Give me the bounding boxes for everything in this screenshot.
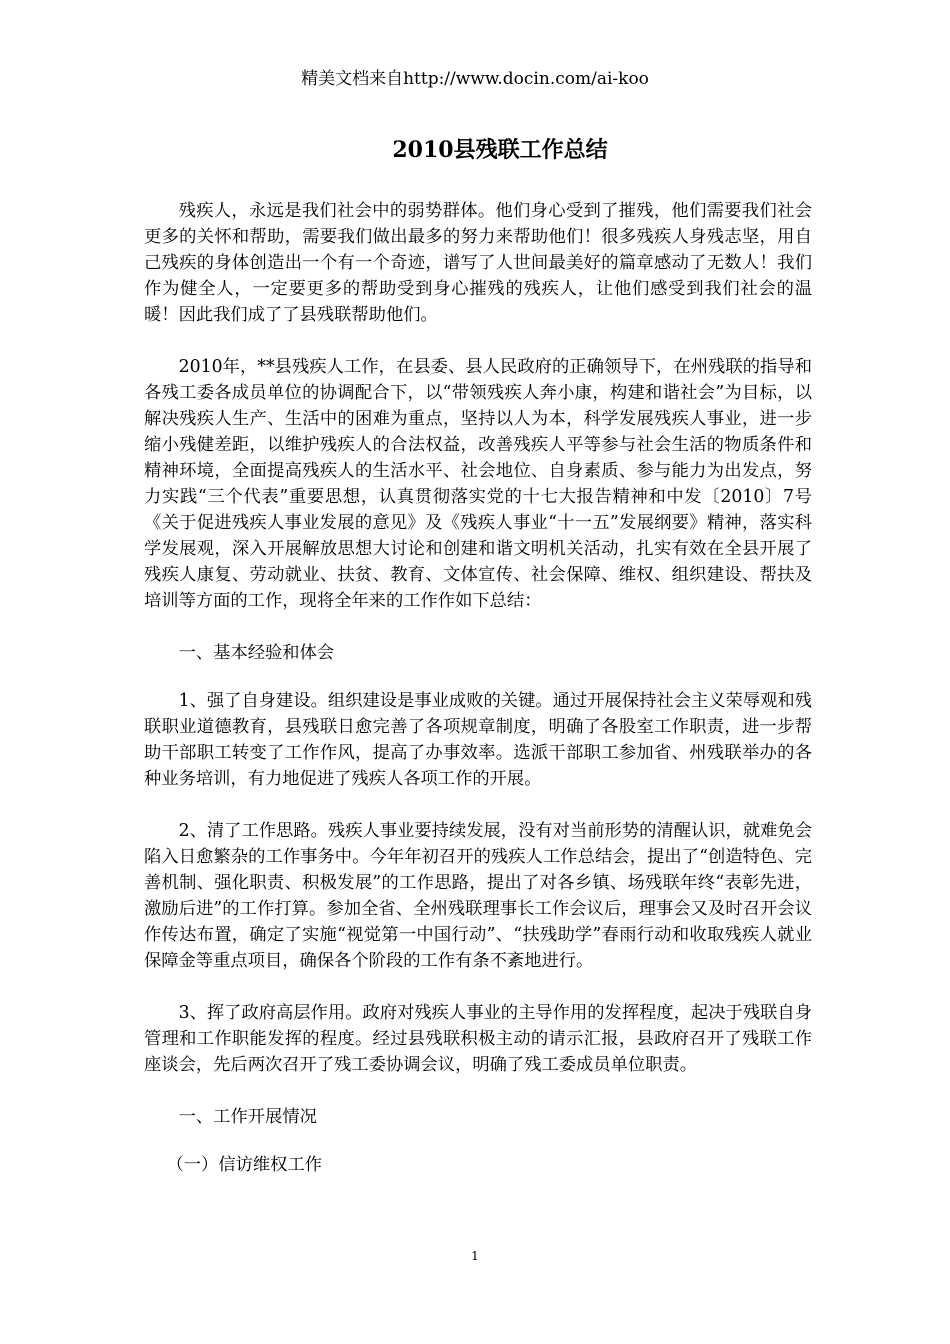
paragraph-intro: 残疾人，永远是我们社会中的弱势群体。他们身心受到了摧残，他们需要我们社会更多的关怀和帮助，需要我们做出最多的努力来帮助他们！很多残疾人身残志坚，用自己残疾的身体创造出一个有一个奇迹，谱写了人世间最美好的篇章感动了无数人！我们作为健全人，一定要更多的帮助受到身心摧残的残疾人，让他们感受到我们社会的温暖！因此我们成了了县残联帮助他们。 bbox=[144, 201, 812, 325]
page-number: 1 bbox=[471, 1249, 479, 1263]
document-title: 2010县残联工作总结 bbox=[392, 137, 608, 163]
section-heading-experience: 一、基本经验和体会 bbox=[178, 643, 335, 663]
paragraph-item-3: 3、挥了政府高层作用。政府对残疾人事业的主导作用的发挥程度，起决于残联自身管理和工作职能发挥的程度。经过县残联积极主动的请示汇报，县政府召开了残联工作座谈会，先后两次召开了残工委协调会议，明确了残工委成员单位职责。 bbox=[144, 1003, 812, 1075]
paragraph-item-1: 1、强了自身建设。组织建设是事业成败的关键。通过开展保持社会主义荣辱观和残联职业道德教育，县残联日愈完善了各项规章制度，明确了各股室工作职责，进一步帮助干部职工转变了工作作风，提高了办事效率。选派干部职工参加省、州残联举办的各种业务培训，有力地促进了残疾人各项工作的开展。 bbox=[144, 691, 812, 789]
source-note: 精美文档来自http://www.docin.com/ai-koo bbox=[301, 69, 649, 89]
subsection-heading-petition: （一）信访维权工作 bbox=[166, 1155, 323, 1175]
section-heading-work: 一、工作开展情况 bbox=[178, 1107, 317, 1127]
paragraph-item-2: 2、清了工作思路。残疾人事业要持续发展，没有对当前形势的清醒认识，就难免会陷入日愈繁杂的工作事务中。今年年初召开的残疾人工作总结会，提出了“创造特色、完善机制、强化职责、积极发展”的工作思路，提出了对各乡镇、场残联年终“表彰先进，激励后进”的工作打算。参加全省、全州残联理事长工作会议后，理事会又及时召开会议作传达布置，确定了实施“视觉第一中国行动”、“扶残助学”春雨行动和收取残疾人就业保障金等重点项目，确保各个阶段的工作有条不紊地进行。 bbox=[144, 821, 812, 971]
document-body bbox=[144, 198, 812, 1204]
paragraph-overview: 2010年，**县残疾人工作，在县委、县人民政府的正确领导下，在州残联的指导和各残工委各成员单位的协调配合下，以“带领残疾人奔小康，构建和谐社会”为目标，以解决残疾人生产、生活中的困难为重点，坚持以人为本，科学发展残疾人事业，进一步缩小残健差距，以维护残疾人的合法权益，改善残疾人平等参与社会生活的物质条件和精神环境，全面提高残疾人的生活水平、社会地位、自身素质、参与能力为出发点，努力实践“三个代表”重要思想，认真贯彻落实党的十七大报告精神和中发〔2010〕7号《关于促进残疾人事业发展的意见》及《残疾人事业“十一五”发展纲要》精神，落实科学发展观，深入开展解放思想大讨论和创建和谐文明机关活动，扎实有效在全县开展了残疾人康复、劳动就业、扶贫、教育、文体宣传、社会保障、维权、组织建设、帮扶及培训等方面的工作，现将全年来的工作作如下总结： bbox=[144, 357, 812, 611]
